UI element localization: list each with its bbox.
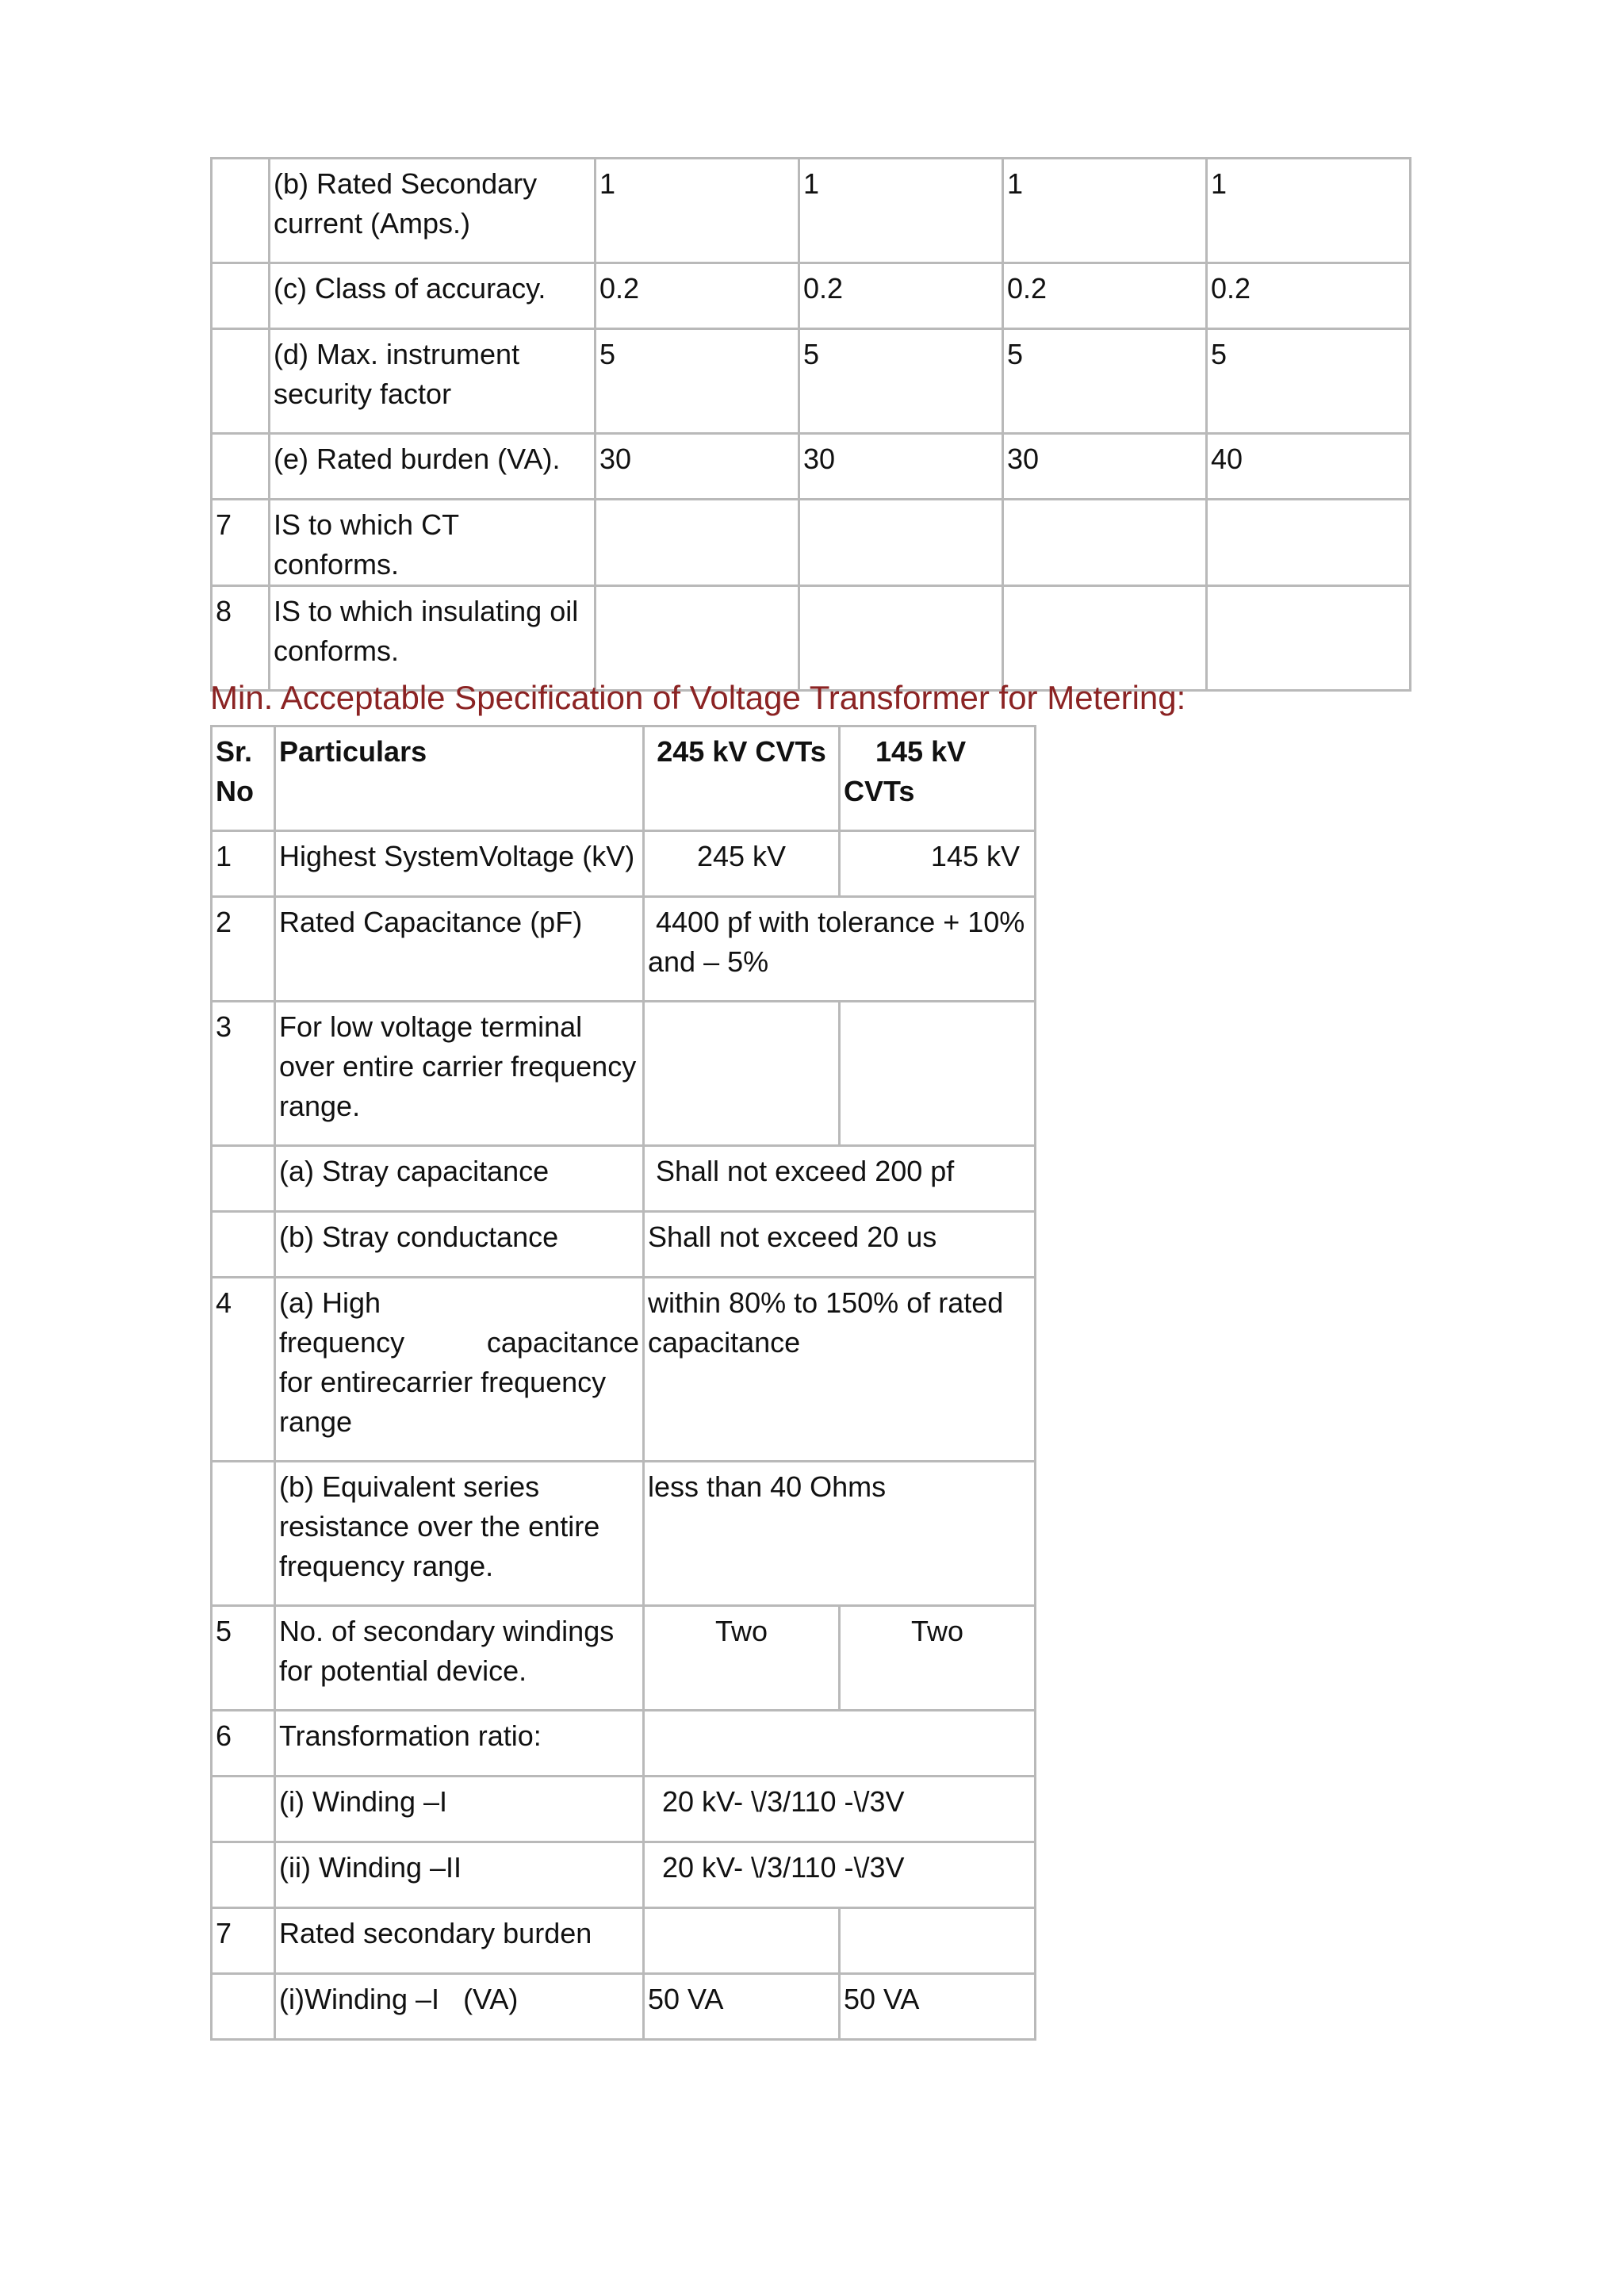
sr-cell: 6 xyxy=(212,1711,275,1777)
value-cell: 40 xyxy=(1207,434,1411,500)
value-cell: 50 VA xyxy=(840,1974,1036,2040)
merged-value-cell xyxy=(644,1711,1036,1777)
ct-table-body xyxy=(212,159,1411,691)
table-row xyxy=(212,1278,1036,1462)
sr-cell xyxy=(212,1462,275,1606)
merged-value-cell: within 80% to 150% of rated capacitance xyxy=(644,1278,1036,1462)
value-cell: 5 xyxy=(596,329,799,434)
table-row xyxy=(212,1908,1036,1974)
value-cell xyxy=(840,1908,1036,1974)
value-cell xyxy=(1207,586,1411,691)
particular-cell: (a) Stray capacitance xyxy=(275,1146,644,1212)
particular-cell: (b) Equivalent series resistance over the entire frequency range. xyxy=(275,1462,644,1606)
merged-value-cell: Shall not exceed 20 us xyxy=(644,1212,1036,1278)
value-cell xyxy=(1003,500,1207,586)
table-row xyxy=(212,897,1036,1002)
value-cell: 5 xyxy=(1207,329,1411,434)
sr-cell xyxy=(212,1146,275,1212)
sr-cell: 7 xyxy=(212,1908,275,1974)
header-145kv: 145 kV CVTs xyxy=(840,726,1036,831)
value-cell: 0.2 xyxy=(1207,263,1411,329)
particular-word: frequency xyxy=(279,1326,405,1359)
particular-cell: (c) Class of accuracy. xyxy=(270,263,596,329)
particular-cell: Highest SystemVoltage (kV) xyxy=(275,831,644,897)
header-particulars: Particulars xyxy=(275,726,644,831)
value-cell: 245 kV xyxy=(644,831,840,897)
sr-cell xyxy=(212,329,270,434)
sr-cell: 7 xyxy=(212,500,270,586)
header-sr-no: Sr. No xyxy=(212,726,275,831)
value-cell: Two xyxy=(644,1606,840,1711)
sr-cell: 1 xyxy=(212,831,275,897)
particular-cell: Rated Capacitance (pF) xyxy=(275,897,644,1002)
particular-cell: (d) Max. instrument security factor xyxy=(270,329,596,434)
sr-cell: 4 xyxy=(212,1278,275,1462)
table-row xyxy=(212,831,1036,897)
table-row xyxy=(212,1462,1036,1606)
particular-cell: Rated secondary burden xyxy=(275,1908,644,1974)
particular-cell: (b) Stray conductance xyxy=(275,1212,644,1278)
value-cell: 0.2 xyxy=(596,263,799,329)
sr-cell: 3 xyxy=(212,1002,275,1146)
merged-value-cell: 20 kV- \/3/110 -\/3V xyxy=(644,1842,1036,1908)
particular-cell: IS to which insulating oil conforms. xyxy=(270,586,596,691)
table-row xyxy=(212,1606,1036,1711)
value-cell: 0.2 xyxy=(799,263,1003,329)
ct-spec-table xyxy=(210,157,1411,692)
sr-cell xyxy=(212,434,270,500)
particular-line: (a) High xyxy=(279,1286,381,1319)
value-cell: 50 VA xyxy=(644,1974,840,2040)
sr-cell: 5 xyxy=(212,1606,275,1711)
merged-value-cell: 4400 pf with tolerance + 10% and – 5% xyxy=(644,897,1036,1002)
value-cell: 0.2 xyxy=(1003,263,1207,329)
value-cell: 1 xyxy=(1003,159,1207,263)
particular-cell: IS to which CT conforms. xyxy=(270,500,596,586)
sr-cell xyxy=(212,1974,275,2040)
table-row xyxy=(212,159,1411,263)
table-row xyxy=(212,329,1411,434)
sr-cell: 8 xyxy=(212,586,270,691)
particular-cell: (ii) Winding –II xyxy=(275,1842,644,1908)
section-title: Min. Acceptable Specification of Voltage Transformer for Metering: xyxy=(210,679,1186,716)
merged-value-cell: less than 40 Ohms xyxy=(644,1462,1036,1606)
particular-cell: No. of secondary windings for potential device. xyxy=(275,1606,644,1711)
merged-value-cell: Shall not exceed 200 pf xyxy=(644,1146,1036,1212)
value-cell: 1 xyxy=(799,159,1003,263)
table-row xyxy=(212,500,1411,586)
particular-cell: (b) Rated Secondary current (Amps.) xyxy=(270,159,596,263)
value-cell: 1 xyxy=(1207,159,1411,263)
value-cell: 30 xyxy=(1003,434,1207,500)
sr-cell xyxy=(212,159,270,263)
table-row xyxy=(212,1842,1036,1908)
sr-cell xyxy=(212,1777,275,1842)
sr-cell xyxy=(212,263,270,329)
vt-spec-table xyxy=(210,725,1036,2041)
particular-cell: (i)Winding –I (VA) xyxy=(275,1974,644,2040)
table-row xyxy=(212,1777,1036,1842)
table-row xyxy=(212,1974,1036,2040)
particular-cell xyxy=(275,1278,644,1462)
table-row xyxy=(212,434,1411,500)
value-cell xyxy=(840,1002,1036,1146)
particular-word: capacitance xyxy=(486,1326,639,1359)
value-cell xyxy=(644,1908,840,1974)
value-cell xyxy=(799,500,1003,586)
table-row xyxy=(212,1146,1036,1212)
value-cell xyxy=(1207,500,1411,586)
value-cell xyxy=(644,1002,840,1146)
value-cell: 30 xyxy=(596,434,799,500)
particular-cell: For low voltage terminal over entire carrier frequency range. xyxy=(275,1002,644,1146)
value-cell: 5 xyxy=(1003,329,1207,434)
table-row xyxy=(212,263,1411,329)
table-row xyxy=(212,1212,1036,1278)
table-row xyxy=(212,1002,1036,1146)
merged-value-cell: 20 kV- \/3/110 -\/3V xyxy=(644,1777,1036,1842)
vt-header-row xyxy=(212,726,1036,831)
value-cell: 30 xyxy=(799,434,1003,500)
particular-cell: (e) Rated burden (VA). xyxy=(270,434,596,500)
header-245kv: 245 kV CVTs xyxy=(644,726,840,831)
particular-cell: Transformation ratio: xyxy=(275,1711,644,1777)
value-cell xyxy=(596,500,799,586)
value-cell: 1 xyxy=(596,159,799,263)
sr-cell xyxy=(212,1842,275,1908)
value-cell: 145 kV xyxy=(840,831,1036,897)
value-cell: 5 xyxy=(799,329,1003,434)
sr-cell xyxy=(212,1212,275,1278)
table-row xyxy=(212,1711,1036,1777)
sr-cell: 2 xyxy=(212,897,275,1002)
particular-cell: (i) Winding –I xyxy=(275,1777,644,1842)
particular-line xyxy=(279,1323,639,1363)
value-cell: Two xyxy=(840,1606,1036,1711)
particular-line: for entirecarrier frequency range xyxy=(279,1366,607,1438)
